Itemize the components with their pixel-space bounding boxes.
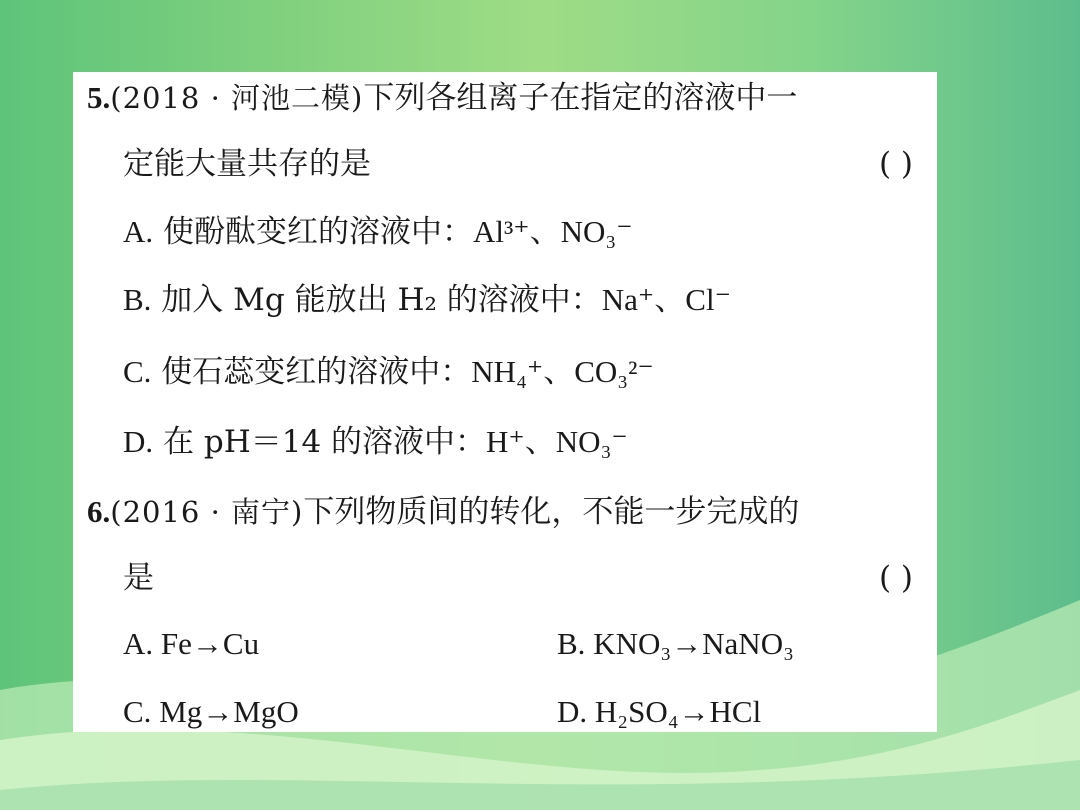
- q5-option-b-text: 加入 Mg 能放出 H₂ 的溶液中：: [161, 282, 602, 318]
- q5-option-d-label: D.: [123, 424, 154, 459]
- q5-option-d-ions: H⁺、NO₃⁻: [486, 424, 628, 459]
- q5-option-b-label: B.: [123, 282, 152, 317]
- q5-option-c-text: 使石蕊变红的溶液中：: [161, 354, 472, 390]
- q5-option-c-ions: NH₄⁺、CO₃²⁻: [471, 354, 654, 389]
- q5-number: 5.: [87, 80, 111, 115]
- q6-option-c-text: Mg→MgO: [159, 694, 299, 729]
- q6-option-a-text: Fe→Cu: [160, 626, 260, 661]
- q6-option-a-label: A.: [123, 626, 154, 661]
- q5-option-d-text: 在 pH＝14 的溶液中：: [163, 424, 487, 460]
- q6-option-a: [123, 624, 259, 664]
- q5-source: (2018 · 河池二模): [110, 81, 364, 115]
- q6-option-b-text: KNO₃→NaNO₃: [593, 626, 794, 661]
- q5-option-a-text: 使酚酞变红的溶液中：: [163, 214, 473, 250]
- q5-answer-paren: ( ): [878, 146, 913, 182]
- q6-option-d: [557, 692, 761, 732]
- q6-option-b-label: B.: [557, 626, 586, 661]
- q5-stem-line2: 定能大量共存的是: [123, 146, 371, 182]
- q6-header: [87, 492, 799, 532]
- q6-stem-line2: 是: [123, 560, 154, 596]
- q5-option-c-label: C.: [123, 354, 152, 389]
- q5-option-b: [123, 280, 731, 320]
- q6-source: (2016 · 南宁): [110, 495, 304, 529]
- q6-stem-line1: 下列物质间的转化，不能一步完成的: [303, 494, 800, 530]
- q5-option-b-ions: Na⁺、Cl⁻: [601, 282, 731, 317]
- q6-option-d-label: D.: [557, 694, 588, 729]
- q5-option-a-ions: Al³⁺、NO₃⁻: [473, 214, 633, 249]
- q5-stem-line2-row: [123, 144, 925, 184]
- q5-option-a-label: A.: [123, 214, 154, 249]
- q6-stem-line2-row: [123, 558, 925, 598]
- q5-option-c: [123, 352, 654, 392]
- q5-stem-line1: 下列各组离子在指定的溶液中一: [363, 80, 798, 116]
- q6-option-c-label: C.: [123, 694, 152, 729]
- q5-option-a: [123, 212, 633, 252]
- q6-number: 6.: [87, 494, 111, 529]
- q5-option-d: [123, 422, 628, 462]
- question-card: [73, 72, 937, 732]
- q6-option-b: [557, 624, 794, 664]
- q6-answer-paren: ( ): [878, 560, 913, 596]
- q5-header: [87, 78, 797, 118]
- q6-option-c: [123, 692, 299, 732]
- q6-option-d-text: H₂SO₄→HCl: [594, 694, 762, 729]
